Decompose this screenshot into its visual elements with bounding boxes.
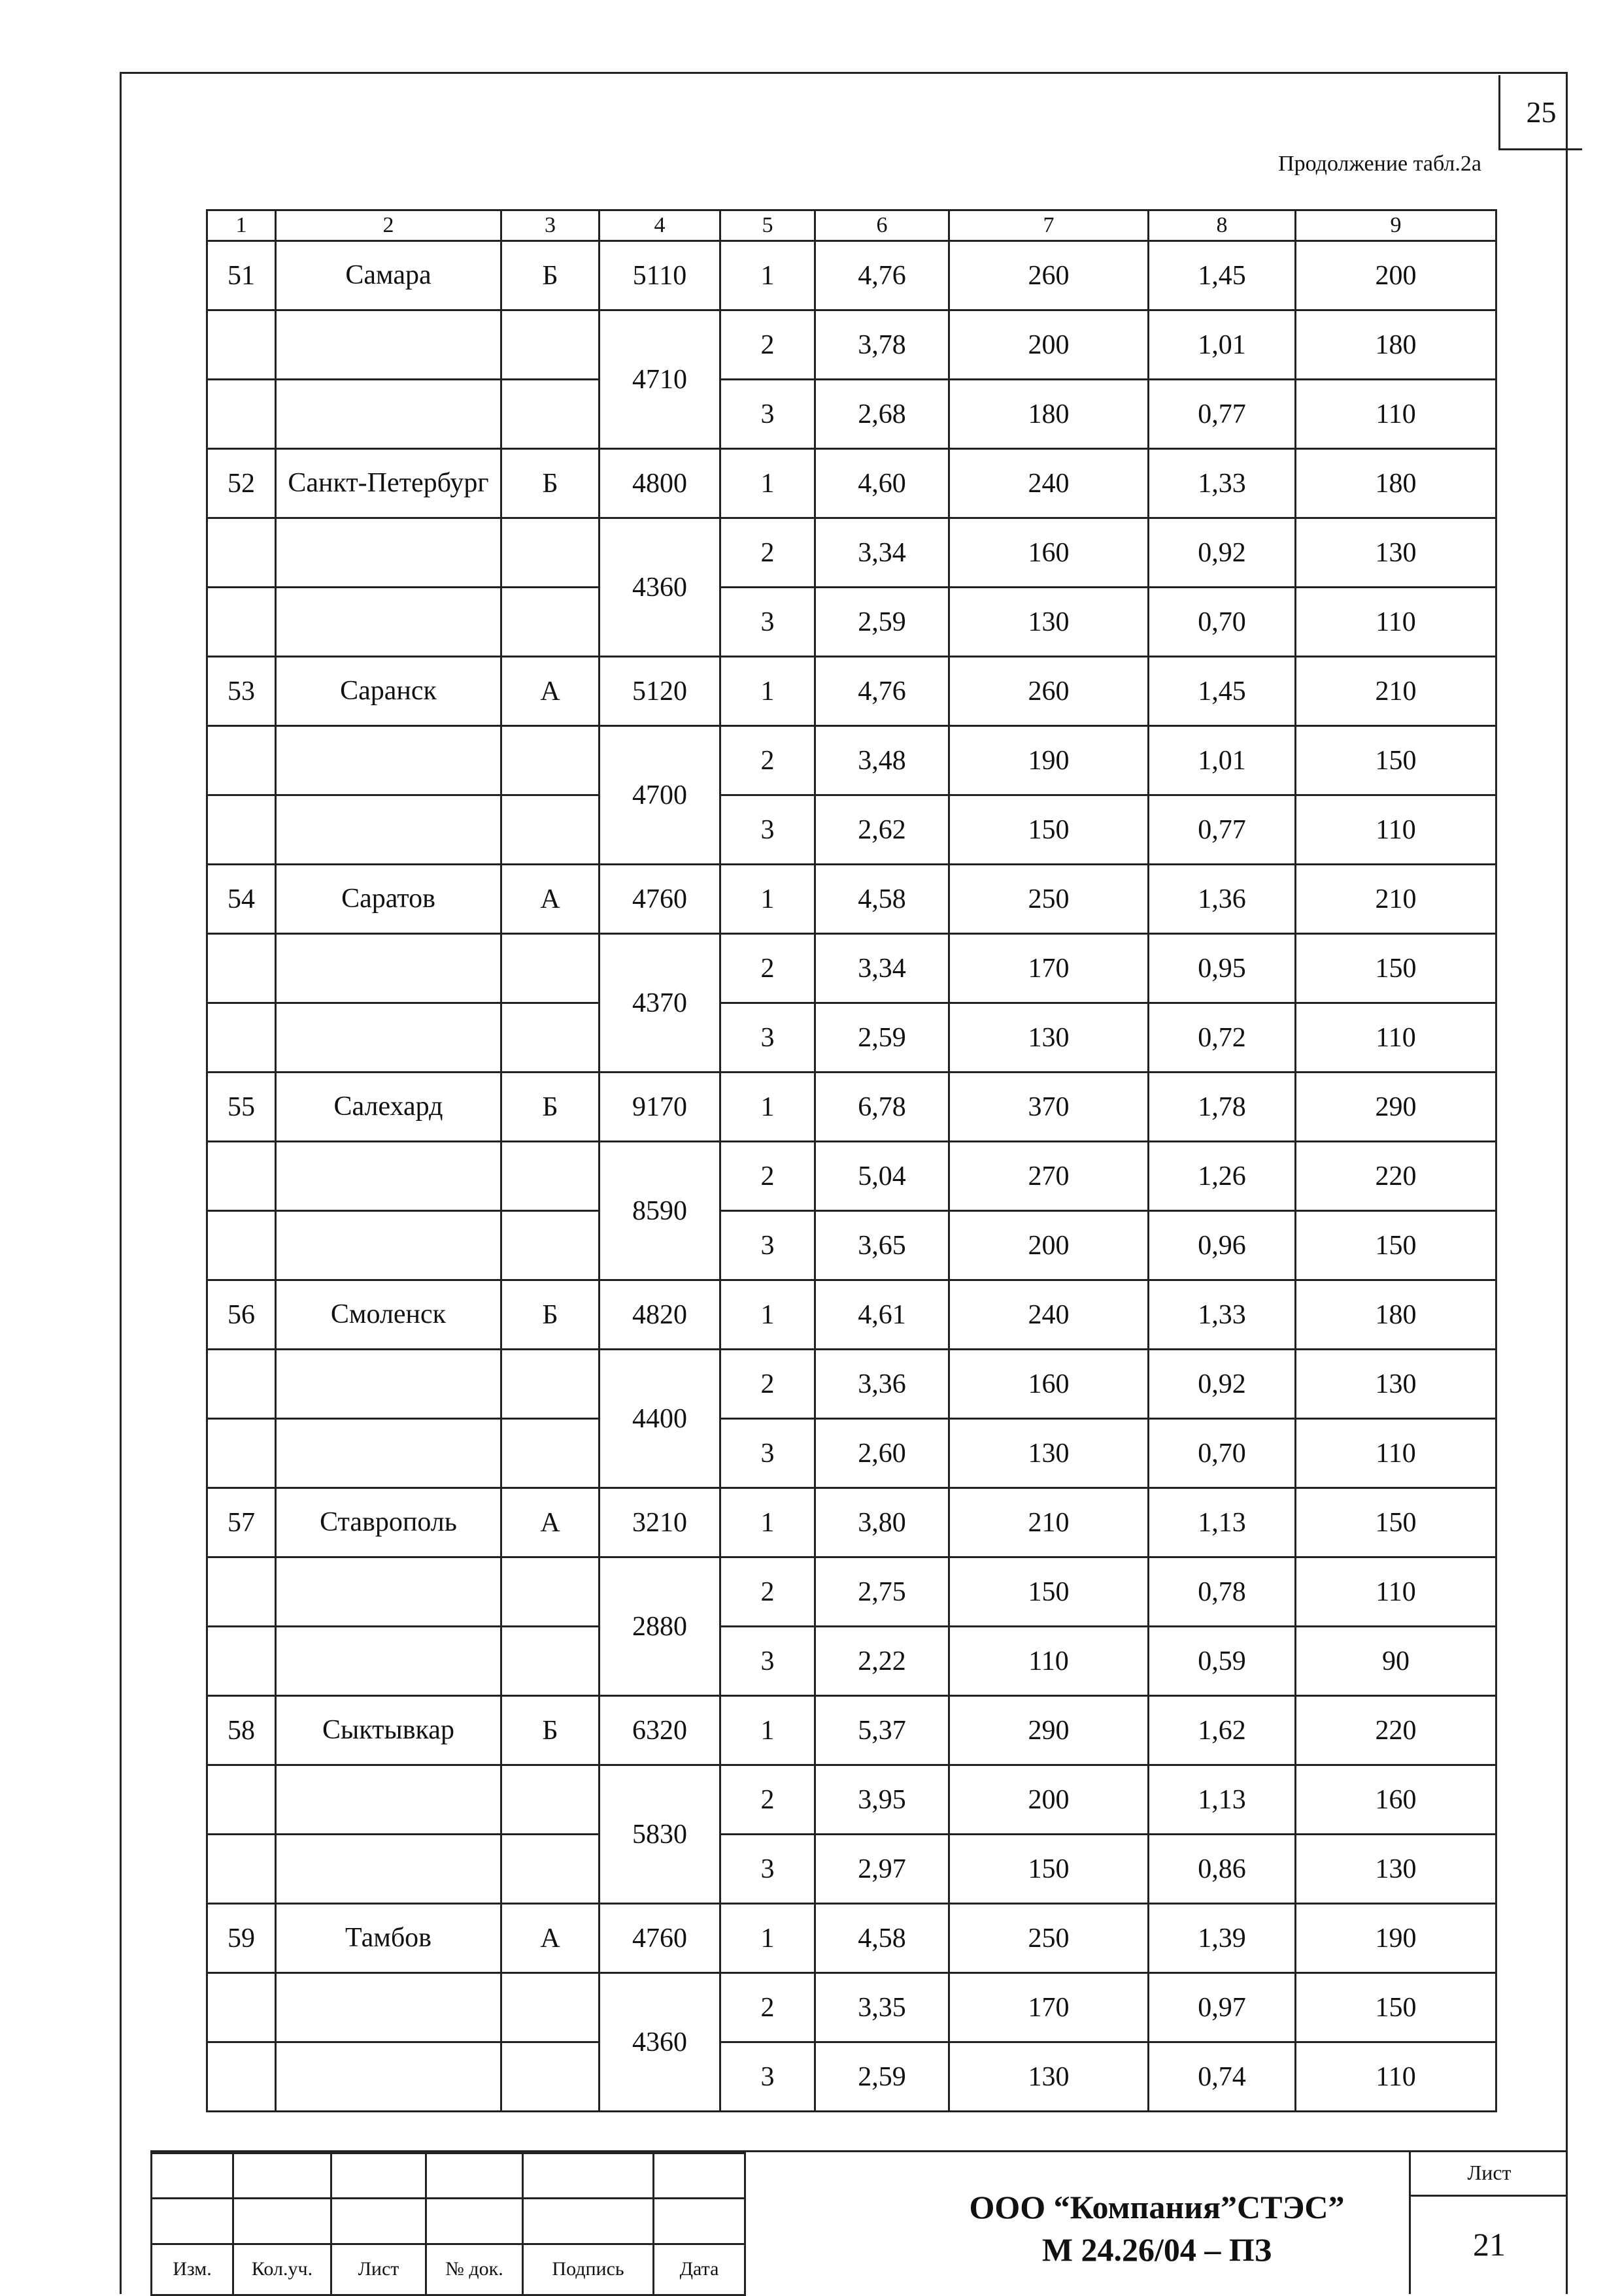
empty-cell bbox=[501, 1973, 600, 2042]
column-header: 5 bbox=[720, 210, 815, 241]
value-cell: 270 bbox=[949, 1142, 1149, 1211]
value-cell: 3 bbox=[720, 380, 815, 449]
row-number: 57 bbox=[207, 1488, 276, 1557]
column-header: 6 bbox=[815, 210, 949, 241]
value-cell: 1,01 bbox=[1149, 310, 1296, 380]
class-cell: А bbox=[501, 657, 600, 726]
value-cell: 130 bbox=[949, 588, 1149, 657]
value-cell: 290 bbox=[949, 1696, 1149, 1765]
empty-cell bbox=[276, 1003, 501, 1073]
value-cell: 2,59 bbox=[815, 588, 949, 657]
column-header: 9 bbox=[1296, 210, 1496, 241]
value-cell: 4,76 bbox=[815, 657, 949, 726]
table-row bbox=[207, 1419, 1496, 1488]
value-cell: 2 bbox=[720, 1765, 815, 1835]
value-cell: 0,77 bbox=[1149, 380, 1296, 449]
column-header: 1 bbox=[207, 210, 276, 241]
class-cell: Б bbox=[501, 449, 600, 518]
empty-cell bbox=[207, 726, 276, 795]
empty-cell bbox=[207, 795, 276, 865]
value-cell: 170 bbox=[949, 1973, 1149, 2042]
value-cell: 110 bbox=[1296, 2042, 1496, 2112]
empty-cell bbox=[207, 1765, 276, 1835]
value-cell: 1 bbox=[720, 1696, 815, 1765]
table-row bbox=[207, 1350, 1496, 1419]
empty-cell bbox=[501, 1835, 600, 1904]
empty-cell bbox=[207, 1835, 276, 1904]
value-cell: 200 bbox=[949, 1765, 1149, 1835]
value-cell: 2 bbox=[720, 1142, 815, 1211]
value-cell: 110 bbox=[949, 1627, 1149, 1696]
value-cell: 0,77 bbox=[1149, 795, 1296, 865]
table-row bbox=[207, 934, 1496, 1003]
empty-cell bbox=[207, 518, 276, 588]
title-block bbox=[150, 2150, 1568, 2294]
empty-cell bbox=[276, 1557, 501, 1627]
col4-cell: 2880 bbox=[600, 1557, 720, 1696]
empty-cell bbox=[207, 380, 276, 449]
value-cell: 150 bbox=[949, 795, 1149, 865]
col4-cell: 5120 bbox=[600, 657, 720, 726]
empty-cell bbox=[501, 518, 600, 588]
class-cell: Б bbox=[501, 1073, 600, 1142]
value-cell: 1 bbox=[720, 657, 815, 726]
value-cell: 150 bbox=[949, 1835, 1149, 1904]
col4-cell: 4760 bbox=[600, 1904, 720, 1973]
revision-label: № док. bbox=[426, 2244, 523, 2295]
empty-cell bbox=[501, 1627, 600, 1696]
empty-cell bbox=[276, 380, 501, 449]
value-cell: 110 bbox=[1296, 588, 1496, 657]
value-cell: 1,62 bbox=[1149, 1696, 1296, 1765]
col4-cell: 3210 bbox=[600, 1488, 720, 1557]
value-cell: 150 bbox=[1296, 1211, 1496, 1280]
city-name: Ставрополь bbox=[276, 1488, 501, 1557]
value-cell: 0,70 bbox=[1149, 1419, 1296, 1488]
table-row bbox=[207, 1696, 1496, 1765]
row-number: 53 bbox=[207, 657, 276, 726]
empty-cell bbox=[276, 1350, 501, 1419]
table-row bbox=[207, 588, 1496, 657]
row-number: 55 bbox=[207, 1073, 276, 1142]
value-cell: 2 bbox=[720, 1350, 815, 1419]
empty-cell bbox=[276, 1419, 501, 1488]
value-cell: 2 bbox=[720, 518, 815, 588]
value-cell: 180 bbox=[1296, 449, 1496, 518]
empty-cell bbox=[207, 1211, 276, 1280]
col4-cell: 4700 bbox=[600, 726, 720, 865]
value-cell: 1,36 bbox=[1149, 865, 1296, 934]
empty-cell bbox=[207, 1973, 276, 2042]
value-cell: 110 bbox=[1296, 1003, 1496, 1073]
value-cell: 130 bbox=[949, 2042, 1149, 2112]
empty-cell bbox=[276, 1627, 501, 1696]
value-cell: 4,58 bbox=[815, 1904, 949, 1973]
value-cell: 190 bbox=[949, 726, 1149, 795]
empty-cell bbox=[207, 1350, 276, 1419]
table-row bbox=[207, 518, 1496, 588]
revision-label: Изм. bbox=[152, 2244, 233, 2295]
value-cell: 3,48 bbox=[815, 726, 949, 795]
class-cell: Б bbox=[501, 1696, 600, 1765]
empty-cell bbox=[207, 1627, 276, 1696]
value-cell: 150 bbox=[1296, 1488, 1496, 1557]
empty-cell bbox=[207, 934, 276, 1003]
col4-cell: 5110 bbox=[600, 241, 720, 310]
table-row bbox=[207, 1835, 1496, 1904]
value-cell: 2 bbox=[720, 310, 815, 380]
value-cell: 1 bbox=[720, 449, 815, 518]
revision-label: Кол.уч. bbox=[233, 2244, 331, 2295]
empty-cell bbox=[501, 1211, 600, 1280]
empty-cell bbox=[276, 934, 501, 1003]
empty-cell bbox=[501, 1142, 600, 1211]
row-number: 59 bbox=[207, 1904, 276, 1973]
value-cell: 1,39 bbox=[1149, 1904, 1296, 1973]
city-name: Самара bbox=[276, 241, 501, 310]
value-cell: 130 bbox=[1296, 1350, 1496, 1419]
value-cell: 150 bbox=[1296, 934, 1496, 1003]
table-row bbox=[207, 865, 1496, 934]
value-cell: 130 bbox=[949, 1419, 1149, 1488]
value-cell: 1,13 bbox=[1149, 1765, 1296, 1835]
table-caption: Продолжение табл.2а bbox=[1278, 152, 1481, 176]
value-cell: 6,78 bbox=[815, 1073, 949, 1142]
value-cell: 180 bbox=[1296, 310, 1496, 380]
value-cell: 200 bbox=[949, 1211, 1149, 1280]
value-cell: 2,75 bbox=[815, 1557, 949, 1627]
table-row bbox=[207, 1904, 1496, 1973]
table-row bbox=[207, 449, 1496, 518]
value-cell: 0,70 bbox=[1149, 588, 1296, 657]
table-row bbox=[207, 1973, 1496, 2042]
empty-cell bbox=[501, 726, 600, 795]
value-cell: 3 bbox=[720, 795, 815, 865]
empty-cell bbox=[207, 2042, 276, 2112]
value-cell: 1,33 bbox=[1149, 1280, 1296, 1350]
value-cell: 130 bbox=[1296, 518, 1496, 588]
empty-cell bbox=[207, 588, 276, 657]
value-cell: 3,35 bbox=[815, 1973, 949, 2042]
city-name: Санкт-Петербург bbox=[276, 449, 501, 518]
value-cell: 3,34 bbox=[815, 934, 949, 1003]
table-row bbox=[207, 726, 1496, 795]
value-cell: 4,58 bbox=[815, 865, 949, 934]
value-cell: 3 bbox=[720, 1003, 815, 1073]
value-cell: 170 bbox=[949, 934, 1149, 1003]
col4-cell: 4820 bbox=[600, 1280, 720, 1350]
value-cell: 2,59 bbox=[815, 2042, 949, 2112]
table-row bbox=[207, 1003, 1496, 1073]
table-row bbox=[207, 1280, 1496, 1350]
value-cell: 2,59 bbox=[815, 1003, 949, 1073]
organization-name: ООО “Компания”СТЭС” bbox=[969, 2189, 1345, 2225]
table-row bbox=[207, 310, 1496, 380]
empty-cell bbox=[276, 310, 501, 380]
value-cell: 190 bbox=[1296, 1904, 1496, 1973]
empty-cell bbox=[276, 795, 501, 865]
value-cell: 240 bbox=[949, 449, 1149, 518]
value-cell: 160 bbox=[949, 518, 1149, 588]
value-cell: 2,68 bbox=[815, 380, 949, 449]
value-cell: 2,60 bbox=[815, 1419, 949, 1488]
value-cell: 2,97 bbox=[815, 1835, 949, 1904]
empty-cell bbox=[276, 1973, 501, 2042]
value-cell: 3 bbox=[720, 588, 815, 657]
column-header: 4 bbox=[600, 210, 720, 241]
value-cell: 210 bbox=[1296, 657, 1496, 726]
value-cell: 1 bbox=[720, 241, 815, 310]
column-header: 2 bbox=[276, 210, 501, 241]
value-cell: 1,13 bbox=[1149, 1488, 1296, 1557]
value-cell: 0,92 bbox=[1149, 1350, 1296, 1419]
revision-label: Лист bbox=[331, 2244, 426, 2295]
value-cell: 4,76 bbox=[815, 241, 949, 310]
table-row bbox=[207, 380, 1496, 449]
table-row bbox=[207, 795, 1496, 865]
table-row bbox=[207, 241, 1496, 310]
data-table bbox=[206, 209, 1497, 2112]
empty-cell bbox=[501, 1419, 600, 1488]
row-number: 54 bbox=[207, 865, 276, 934]
empty-cell bbox=[207, 310, 276, 380]
empty-cell bbox=[207, 1419, 276, 1488]
class-cell: А bbox=[501, 1488, 600, 1557]
empty-cell bbox=[501, 380, 600, 449]
empty-cell bbox=[276, 726, 501, 795]
empty-cell bbox=[501, 795, 600, 865]
empty-cell bbox=[501, 934, 600, 1003]
value-cell: 200 bbox=[949, 310, 1149, 380]
col4-cell: 4760 bbox=[600, 865, 720, 934]
value-cell: 2 bbox=[720, 1557, 815, 1627]
value-cell: 210 bbox=[949, 1488, 1149, 1557]
value-cell: 150 bbox=[949, 1557, 1149, 1627]
value-cell: 160 bbox=[1296, 1765, 1496, 1835]
col4-cell: 4710 bbox=[600, 310, 720, 449]
table-row bbox=[207, 1765, 1496, 1835]
class-cell: Б bbox=[501, 1280, 600, 1350]
empty-cell bbox=[276, 2042, 501, 2112]
value-cell: 240 bbox=[949, 1280, 1149, 1350]
value-cell: 0,59 bbox=[1149, 1627, 1296, 1696]
value-cell: 2 bbox=[720, 1973, 815, 2042]
row-number: 56 bbox=[207, 1280, 276, 1350]
value-cell: 200 bbox=[1296, 241, 1496, 310]
value-cell: 1 bbox=[720, 1488, 815, 1557]
document-code: М 24.26/04 – ПЗ bbox=[1041, 2231, 1272, 2268]
value-cell: 110 bbox=[1296, 795, 1496, 865]
class-cell: А bbox=[501, 1904, 600, 1973]
value-cell: 180 bbox=[949, 380, 1149, 449]
value-cell: 1 bbox=[720, 1904, 815, 1973]
value-cell: 5,04 bbox=[815, 1142, 949, 1211]
value-cell: 0,96 bbox=[1149, 1211, 1296, 1280]
value-cell: 290 bbox=[1296, 1073, 1496, 1142]
value-cell: 260 bbox=[949, 241, 1149, 310]
empty-cell bbox=[276, 518, 501, 588]
table-row bbox=[207, 657, 1496, 726]
value-cell: 3,34 bbox=[815, 518, 949, 588]
value-cell: 0,72 bbox=[1149, 1003, 1296, 1073]
row-number: 58 bbox=[207, 1696, 276, 1765]
value-cell: 210 bbox=[1296, 865, 1496, 934]
value-cell: 1,33 bbox=[1149, 449, 1296, 518]
value-cell: 3 bbox=[720, 1835, 815, 1904]
value-cell: 260 bbox=[949, 657, 1149, 726]
value-cell: 160 bbox=[949, 1350, 1149, 1419]
row-number: 51 bbox=[207, 241, 276, 310]
value-cell: 2,22 bbox=[815, 1627, 949, 1696]
value-cell: 3,95 bbox=[815, 1765, 949, 1835]
table-row bbox=[207, 1211, 1496, 1280]
empty-cell bbox=[501, 310, 600, 380]
value-cell: 370 bbox=[949, 1073, 1149, 1142]
page-number: 25 bbox=[1498, 75, 1582, 150]
col4-cell: 4360 bbox=[600, 1973, 720, 2112]
city-name: Саратов bbox=[276, 865, 501, 934]
value-cell: 220 bbox=[1296, 1142, 1496, 1211]
value-cell: 180 bbox=[1296, 1280, 1496, 1350]
row-number: 52 bbox=[207, 449, 276, 518]
value-cell: 0,74 bbox=[1149, 2042, 1296, 2112]
value-cell: 1,45 bbox=[1149, 241, 1296, 310]
col4-cell: 6320 bbox=[600, 1696, 720, 1765]
value-cell: 2,62 bbox=[815, 795, 949, 865]
value-cell: 2 bbox=[720, 726, 815, 795]
value-cell: 1 bbox=[720, 1073, 815, 1142]
value-cell: 90 bbox=[1296, 1627, 1496, 1696]
value-cell: 250 bbox=[949, 1904, 1149, 1973]
value-cell: 0,78 bbox=[1149, 1557, 1296, 1627]
empty-cell bbox=[276, 588, 501, 657]
sheet-box bbox=[1409, 2150, 1568, 2294]
value-cell: 0,92 bbox=[1149, 518, 1296, 588]
col4-cell: 4400 bbox=[600, 1350, 720, 1488]
sheet-number: 21 bbox=[1473, 2226, 1506, 2263]
value-cell: 130 bbox=[1296, 1835, 1496, 1904]
value-cell: 130 bbox=[949, 1003, 1149, 1073]
col4-cell: 4360 bbox=[600, 518, 720, 657]
empty-cell bbox=[276, 1835, 501, 1904]
table-row bbox=[207, 1488, 1496, 1557]
empty-cell bbox=[207, 1557, 276, 1627]
value-cell: 1,26 bbox=[1149, 1142, 1296, 1211]
value-cell: 250 bbox=[949, 865, 1149, 934]
empty-cell bbox=[276, 1211, 501, 1280]
value-cell: 110 bbox=[1296, 1419, 1496, 1488]
header-row bbox=[207, 210, 1496, 241]
value-cell: 4,60 bbox=[815, 449, 949, 518]
value-cell: 3,36 bbox=[815, 1350, 949, 1419]
value-cell: 1 bbox=[720, 865, 815, 934]
value-cell: 3 bbox=[720, 2042, 815, 2112]
table-row bbox=[207, 2042, 1496, 2112]
value-cell: 3 bbox=[720, 1419, 815, 1488]
value-cell: 1,78 bbox=[1149, 1073, 1296, 1142]
column-header: 3 bbox=[501, 210, 600, 241]
empty-cell bbox=[501, 1350, 600, 1419]
table-row bbox=[207, 1627, 1496, 1696]
value-cell: 0,95 bbox=[1149, 934, 1296, 1003]
empty-cell bbox=[501, 2042, 600, 2112]
value-cell: 5,37 bbox=[815, 1696, 949, 1765]
value-cell: 2 bbox=[720, 934, 815, 1003]
column-header: 8 bbox=[1149, 210, 1296, 241]
column-header: 7 bbox=[949, 210, 1149, 241]
col4-cell: 4800 bbox=[600, 449, 720, 518]
value-cell: 3 bbox=[720, 1211, 815, 1280]
city-name: Смоленск bbox=[276, 1280, 501, 1350]
table-row bbox=[207, 1142, 1496, 1211]
class-cell: А bbox=[501, 865, 600, 934]
empty-cell bbox=[501, 588, 600, 657]
value-cell: 150 bbox=[1296, 1973, 1496, 2042]
table-row bbox=[207, 1557, 1496, 1627]
city-name: Тамбов bbox=[276, 1904, 501, 1973]
empty-cell bbox=[207, 1003, 276, 1073]
empty-cell bbox=[501, 1003, 600, 1073]
empty-cell bbox=[276, 1765, 501, 1835]
empty-cell bbox=[501, 1765, 600, 1835]
empty-cell bbox=[501, 1557, 600, 1627]
value-cell: 0,86 bbox=[1149, 1835, 1296, 1904]
value-cell: 3 bbox=[720, 1627, 815, 1696]
col4-cell: 9170 bbox=[600, 1073, 720, 1142]
col4-cell: 8590 bbox=[600, 1142, 720, 1280]
revision-label: Подпись bbox=[523, 2244, 654, 2295]
class-cell: Б bbox=[501, 241, 600, 310]
revision-grid bbox=[150, 2152, 746, 2296]
table-row bbox=[207, 1073, 1496, 1142]
city-name: Салехард bbox=[276, 1073, 501, 1142]
value-cell: 3,78 bbox=[815, 310, 949, 380]
revision-label: Дата bbox=[654, 2244, 745, 2295]
city-name: Саранск bbox=[276, 657, 501, 726]
col4-cell: 4370 bbox=[600, 934, 720, 1073]
city-name: Сыктывкар bbox=[276, 1696, 501, 1765]
empty-cell bbox=[207, 1142, 276, 1211]
value-cell: 110 bbox=[1296, 380, 1496, 449]
value-cell: 3,65 bbox=[815, 1211, 949, 1280]
value-cell: 3,80 bbox=[815, 1488, 949, 1557]
col4-cell: 5830 bbox=[600, 1765, 720, 1904]
value-cell: 1,01 bbox=[1149, 726, 1296, 795]
value-cell: 1 bbox=[720, 1280, 815, 1350]
value-cell: 220 bbox=[1296, 1696, 1496, 1765]
sheet-label: Лист bbox=[1411, 2150, 1568, 2197]
empty-cell bbox=[276, 1142, 501, 1211]
value-cell: 4,61 bbox=[815, 1280, 949, 1350]
value-cell: 110 bbox=[1296, 1557, 1496, 1627]
value-cell: 150 bbox=[1296, 726, 1496, 795]
value-cell: 0,97 bbox=[1149, 1973, 1296, 2042]
value-cell: 1,45 bbox=[1149, 657, 1296, 726]
